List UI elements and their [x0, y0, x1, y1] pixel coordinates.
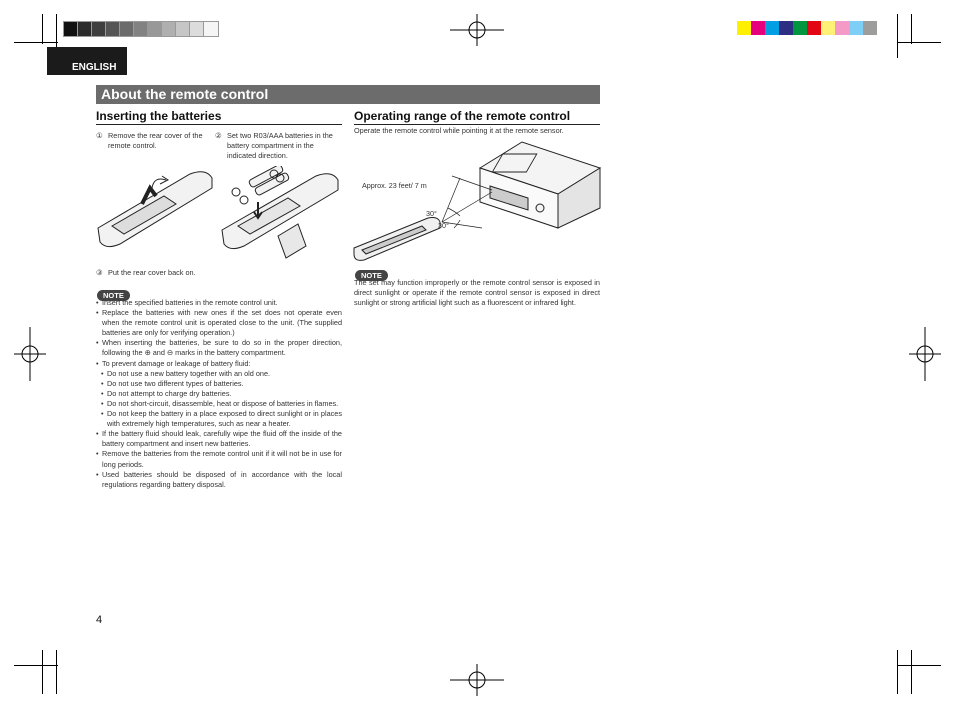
step-2-text: Set two R03/AAA batteries in the battery compartment in the indicated direction. [227, 131, 333, 160]
range-distance-label: Approx. 23 feet/ 7 m [362, 181, 427, 190]
note-sub-item: • Do not use two different types of batteries. [96, 379, 342, 389]
angle-top-label: 30° [426, 209, 437, 218]
note-item: • Replace the batteries with new ones if the set does not operate even when the remote control unit is operated close to the unit. (The supplied batteries are only for verifying operation.) [96, 308, 342, 338]
step-2-number: ② [215, 131, 222, 140]
battery-insertion-illustration [218, 166, 344, 262]
language-label: ENGLISH [72, 62, 117, 73]
operating-range-intro: Operate the remote control while pointing it at the remote sensor. [354, 126, 564, 135]
note-sub-item: • Do not keep the battery in a place exposed to direct sunlight or in places with extremely high temperatures, such as near a heater. [96, 409, 342, 429]
color-swatch [779, 21, 793, 35]
note-sub-item: • Do not short-circuit, disassemble, heat or dispose of batteries in flames. [96, 399, 342, 409]
right-note-text: The set may function improperly or the remote control sensor is exposed in direct sunlight or operate if the remote control sensor is exposed in direct sunlight or strong artificial light such as a fluorescent or infrared light. [354, 278, 600, 307]
step-3 [96, 268, 296, 278]
section-title-bar [96, 85, 600, 104]
step-2 [215, 131, 339, 161]
color-swatch [751, 21, 765, 35]
left-note-label: NOTE [97, 290, 130, 301]
page-number: 4 [96, 614, 103, 626]
note-item: • To prevent damage or leakage of battery fluid: [96, 359, 342, 369]
step-1 [96, 131, 214, 151]
note-sub-item: • Do not attempt to charge dry batteries. [96, 389, 342, 399]
right-note-label: NOTE [355, 270, 388, 281]
note-item: • Insert the specified batteries in the remote control unit. [96, 298, 342, 308]
operating-range-heading: Operating range of the remote control [354, 109, 600, 125]
angle-bottom-label: 30° [438, 221, 449, 230]
color-swatch [807, 21, 821, 35]
step-1-number: ① [96, 131, 103, 140]
step-3-text: Put the rear cover back on. [108, 268, 196, 277]
grayscale-swatch [203, 21, 219, 37]
color-swatch [849, 21, 863, 35]
note-item: • Remove the batteries from the remote control unit if it will not be in use for long periods. [96, 449, 342, 469]
color-swatch [863, 21, 877, 35]
language-tab [47, 47, 127, 75]
section-title: About the remote control [101, 86, 269, 102]
remote-cover-removal-illustration [94, 166, 216, 256]
note-sub-item: • Do not use a new battery together with an old one. [96, 369, 342, 379]
note-item: • Used batteries should be disposed of in accordance with the local regulations regarding battery disposal. [96, 470, 342, 490]
color-swatch [765, 21, 779, 35]
color-swatch [737, 21, 751, 35]
color-swatch [821, 21, 835, 35]
operating-range-illustration [352, 138, 602, 264]
step-1-text: Remove the rear cover of the remote control. [108, 131, 203, 150]
color-swatch [835, 21, 849, 35]
inserting-batteries-heading: Inserting the batteries [96, 109, 342, 125]
step-3-number: ③ [96, 268, 103, 277]
note-item: • If the battery fluid should leak, carefully wipe the fluid off the inside of the battery compartment and insert new batteries. [96, 429, 342, 449]
color-swatch [793, 21, 807, 35]
note-item: • When inserting the batteries, be sure to do so in the proper direction, following the ⊕ and ⊖ marks in the battery compartment. [96, 338, 342, 358]
battery-notes-list [96, 298, 342, 490]
